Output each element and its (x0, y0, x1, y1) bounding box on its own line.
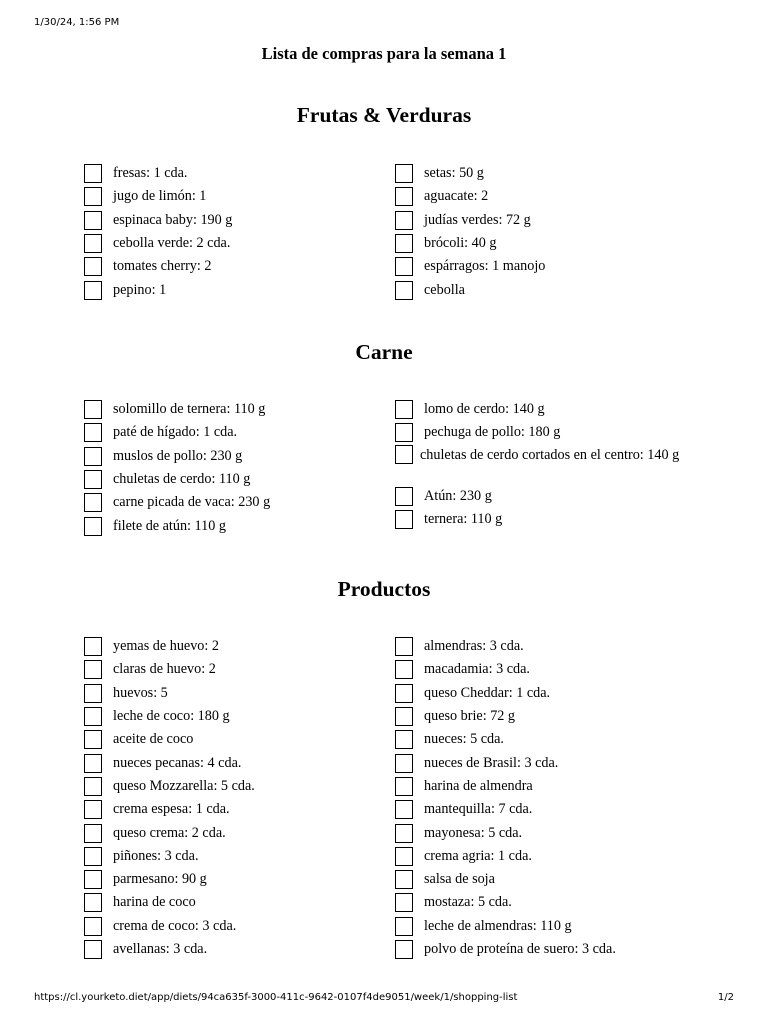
item-label: harina de coco (113, 894, 196, 911)
item-label: nueces de Brasil: 3 cda. (424, 754, 559, 771)
item-label: solomillo de ternera: 110 g (113, 401, 266, 418)
item-label: piñones: 3 cda. (113, 847, 199, 864)
item-label: aceite de coco (113, 731, 194, 748)
section-title-carne: Carne (355, 340, 413, 364)
list-item[interactable] (84, 938, 384, 961)
item-label: jugo de limón: 1 (113, 188, 207, 205)
footer-url: https://cl.yourketo.diet/app/diets/94ca635f-3000-411c-9642-0107f4de9051/week/1/shopping-list (34, 992, 518, 1003)
item-label: queso crema: 2 cda. (113, 824, 226, 841)
list-item[interactable] (84, 421, 384, 444)
list-item[interactable] (395, 232, 695, 255)
list-item[interactable] (84, 751, 384, 774)
checkbox[interactable] (84, 847, 102, 866)
item-label: chuletas de cerdo cortados en el centro: 140 g (420, 446, 680, 463)
list-item[interactable] (84, 255, 384, 278)
item-label: mayonesa: 5 cda. (424, 824, 523, 841)
item-label: queso Mozzarella: 5 cda. (113, 777, 255, 794)
checkbox[interactable] (395, 777, 413, 796)
list-item[interactable] (84, 915, 384, 938)
checkbox[interactable] (84, 707, 102, 726)
item-label: crema agria: 1 cda. (424, 847, 532, 864)
list-item[interactable] (84, 845, 384, 868)
item-label: judías verdes: 72 g (424, 211, 531, 228)
checkbox[interactable] (395, 211, 413, 230)
list-item[interactable] (395, 185, 695, 208)
list-item[interactable] (84, 232, 384, 255)
list-item[interactable] (395, 658, 695, 681)
checkbox[interactable] (395, 917, 413, 936)
list-item[interactable] (395, 445, 695, 485)
checkbox[interactable] (395, 824, 413, 843)
item-label: pepino: 1 (113, 281, 167, 298)
checkbox[interactable] (395, 707, 413, 726)
list-carne-left (84, 398, 384, 538)
checkbox[interactable] (395, 234, 413, 253)
item-label: yemas de huevo: 2 (113, 638, 219, 655)
checkbox[interactable] (84, 684, 102, 703)
list-item[interactable] (84, 821, 384, 844)
checkbox[interactable] (395, 660, 413, 679)
item-label: polvo de proteína de suero: 3 cda. (424, 941, 616, 957)
item-label: mostaza: 5 cda. (424, 894, 512, 911)
list-item[interactable] (395, 508, 695, 531)
item-label: ternera: 110 g (424, 511, 503, 528)
checkbox[interactable] (395, 637, 413, 656)
list-item[interactable] (84, 468, 384, 491)
list-item[interactable] (395, 798, 695, 821)
list-item[interactable] (84, 445, 384, 468)
item-label: cebolla (424, 281, 465, 298)
item-label: carne picada de vaca: 230 g (113, 494, 271, 511)
list-item[interactable] (395, 868, 695, 891)
checkbox[interactable] (395, 800, 413, 819)
list-frutas-verduras-right (395, 162, 695, 302)
list-item[interactable] (395, 751, 695, 774)
list-item[interactable] (395, 705, 695, 728)
checkbox[interactable] (84, 234, 102, 253)
item-label: setas: 50 g (424, 165, 484, 182)
list-item[interactable] (395, 821, 695, 844)
item-label: mantequilla: 7 cda. (424, 801, 533, 818)
checkbox[interactable] (395, 870, 413, 889)
list-item[interactable] (395, 398, 695, 421)
item-label: tomates cherry: 2 (113, 258, 212, 275)
page-title: Lista de compras para la semana 1 (261, 44, 507, 63)
checkbox[interactable] (395, 164, 413, 183)
checkbox[interactable] (84, 164, 102, 183)
item-label: paté de hígado: 1 cda. (113, 424, 238, 441)
item-label: espárragos: 1 manojo (424, 258, 546, 275)
checkbox[interactable] (84, 940, 102, 959)
list-item[interactable] (84, 798, 384, 821)
checkbox[interactable] (84, 660, 102, 679)
checkbox[interactable] (84, 493, 102, 512)
checkbox[interactable] (84, 470, 102, 489)
list-item[interactable] (84, 491, 384, 514)
checkbox[interactable] (395, 445, 413, 464)
list-item[interactable] (84, 398, 384, 421)
item-label: leche de almendras: 110 g (424, 917, 572, 934)
item-label: queso brie: 72 g (424, 708, 516, 725)
list-item[interactable] (395, 162, 695, 185)
item-label: queso Cheddar: 1 cda. (424, 684, 551, 701)
item-label: crema espesa: 1 cda. (113, 801, 230, 818)
item-label: salsa de soja (424, 871, 495, 888)
section-title-frutas-verduras: Frutas & Verduras (296, 103, 472, 127)
list-item[interactable] (84, 185, 384, 208)
checkbox[interactable] (84, 423, 102, 442)
item-label: leche de coco: 180 g (113, 708, 230, 725)
item-label: espinaca baby: 190 g (113, 211, 233, 228)
list-item[interactable] (84, 868, 384, 891)
checkbox[interactable] (84, 187, 102, 206)
list-item[interactable] (84, 682, 384, 705)
checkbox[interactable] (395, 847, 413, 866)
checkbox[interactable] (395, 281, 413, 300)
list-productos-left (84, 635, 384, 961)
list-item[interactable] (395, 775, 695, 798)
page-number: 1/2 (717, 992, 734, 1003)
checkbox[interactable] (84, 893, 102, 912)
list-productos-right (395, 635, 695, 961)
checkbox[interactable] (395, 754, 413, 773)
checkbox[interactable] (84, 870, 102, 889)
list-item[interactable] (84, 775, 384, 798)
list-item[interactable] (395, 938, 695, 961)
list-item[interactable] (395, 209, 695, 232)
item-label: Atún: 230 g (424, 487, 492, 504)
list-item[interactable] (395, 255, 695, 278)
item-label: fresas: 1 cda. (113, 165, 188, 182)
item-label: nueces pecanas: 4 cda. (113, 754, 242, 771)
checkbox[interactable] (395, 487, 413, 506)
list-item[interactable] (395, 728, 695, 751)
list-item[interactable] (395, 682, 695, 705)
checkbox[interactable] (84, 400, 102, 419)
list-item[interactable] (395, 635, 695, 658)
list-item[interactable] (395, 845, 695, 868)
checkbox[interactable] (84, 777, 102, 796)
print-datetime: 1/30/24, 1:56 PM (34, 17, 120, 28)
checkbox[interactable] (84, 917, 102, 936)
item-label: harina de almendra (424, 777, 533, 794)
item-label: nueces: 5 cda. (424, 731, 504, 748)
item-label: parmesano: 90 g (113, 871, 207, 888)
checkbox[interactable] (395, 257, 413, 276)
item-label: pechuga de pollo: 180 g (424, 424, 561, 441)
section-title-productos: Productos (337, 577, 431, 601)
list-item[interactable] (395, 485, 695, 508)
item-label: almendras: 3 cda. (424, 638, 524, 655)
list-item[interactable] (84, 278, 384, 301)
item-label: lomo de cerdo: 140 g (424, 401, 545, 418)
list-item[interactable] (84, 162, 384, 185)
list-frutas-verduras-left (84, 162, 384, 302)
item-label: cebolla verde: 2 cda. (113, 235, 231, 252)
list-item[interactable] (84, 635, 384, 658)
list-item[interactable] (84, 514, 384, 537)
checkbox[interactable] (395, 684, 413, 703)
checkbox[interactable] (395, 423, 413, 442)
item-label: crema de coco: 3 cda. (113, 917, 237, 934)
checkbox[interactable] (84, 824, 102, 843)
item-label: aguacate: 2 (424, 188, 489, 205)
list-item[interactable] (84, 705, 384, 728)
list-item[interactable] (395, 278, 695, 301)
checkbox[interactable] (84, 754, 102, 773)
list-item[interactable] (84, 728, 384, 751)
checkbox[interactable] (84, 281, 102, 300)
list-carne-right (395, 398, 695, 531)
checkbox[interactable] (84, 800, 102, 819)
checkbox[interactable] (395, 940, 413, 959)
item-label: claras de huevo: 2 (113, 661, 216, 678)
item-label: macadamia: 3 cda. (424, 661, 530, 678)
checkbox[interactable] (395, 400, 413, 419)
checkbox[interactable] (395, 893, 413, 912)
item-label: filete de atún: 110 g (113, 517, 226, 534)
list-item[interactable] (84, 658, 384, 681)
item-label: avellanas: 3 cda. (113, 941, 208, 957)
list-item[interactable] (395, 421, 695, 444)
list-item[interactable] (84, 209, 384, 232)
checkbox[interactable] (84, 517, 102, 536)
list-item[interactable] (395, 891, 695, 914)
checkbox[interactable] (84, 257, 102, 276)
checkbox[interactable] (84, 447, 102, 466)
list-item[interactable] (395, 915, 695, 938)
item-label: huevos: 5 (113, 684, 168, 701)
item-label: chuletas de cerdo: 110 g (113, 471, 251, 488)
checkbox[interactable] (84, 637, 102, 656)
item-label: brócoli: 40 g (424, 235, 497, 252)
checkbox[interactable] (395, 730, 413, 749)
checkbox[interactable] (395, 187, 413, 206)
checkbox[interactable] (395, 510, 413, 529)
list-item[interactable] (84, 891, 384, 914)
checkbox[interactable] (84, 730, 102, 749)
item-label: muslos de pollo: 230 g (113, 447, 243, 464)
checkbox[interactable] (84, 211, 102, 230)
